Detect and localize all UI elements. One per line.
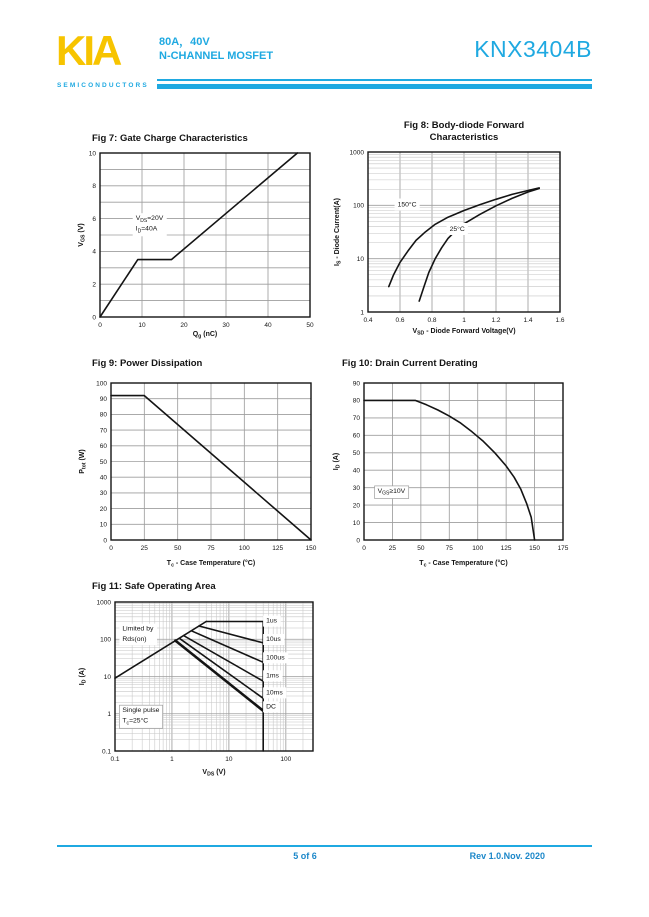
svg-text:150°C: 150°C (397, 201, 417, 209)
fig10-y-axis-label: $I_D$ (A) (333, 452, 342, 471)
svg-text:0.6: 0.6 (395, 317, 405, 324)
fig9-x-axis-label: $T_c$ - Case Temperature (°C) (166, 560, 256, 569)
svg-text:20: 20 (352, 502, 360, 510)
svg-text:Limited by: Limited by (122, 625, 154, 633)
fig7-title: Fig 7: Gate Charge Characteristics (92, 133, 248, 144)
part-number: KNX3404B (474, 36, 592, 62)
svg-text:10: 10 (99, 521, 107, 529)
fig11-annotation (263, 652, 288, 663)
fig11-annotation (263, 701, 279, 712)
svg-text:0: 0 (92, 314, 96, 322)
svg-text:ID=40A: $I_D=40A$ (135, 225, 158, 235)
svg-text:VGS≥10V: $V_{GS}\ge 10V$ (377, 487, 406, 497)
svg-text:DC: DC (266, 703, 276, 711)
header-rule-thin (157, 79, 592, 81)
svg-text:90: 90 (352, 380, 360, 388)
svg-text:4: 4 (92, 248, 96, 256)
svg-text:0: 0 (103, 537, 107, 545)
svg-text:100: 100 (100, 636, 111, 644)
svg-text:10: 10 (103, 673, 111, 681)
svg-text:1: 1 (360, 309, 364, 317)
svg-text:90: 90 (99, 396, 107, 403)
svg-text:125: 125 (272, 545, 284, 552)
svg-text:0: 0 (356, 537, 360, 545)
svg-text:50: 50 (352, 450, 360, 458)
fig8-body-diode-forward-chart (330, 118, 584, 357)
svg-text:100: 100 (353, 202, 364, 210)
fig11-title: Fig 11: Safe Operating Area (92, 581, 216, 592)
fig8-svg (330, 118, 584, 352)
fig11-svg (74, 578, 328, 792)
svg-text:Tc=25°C: $T_c=25^\circ C$ (122, 717, 149, 727)
svg-text:60: 60 (99, 443, 107, 451)
fig11-annotation (263, 616, 281, 627)
fig11-x-axis-label: $V_{DS}$ (V) (202, 769, 226, 778)
svg-text:100: 100 (280, 756, 292, 763)
svg-text:Rds(on): Rds(on) (122, 636, 147, 644)
svg-text:10: 10 (352, 519, 360, 527)
svg-text:1ms: 1ms (266, 672, 279, 680)
fig9-power-dissipation-chart (74, 355, 328, 584)
fig10-title: Fig 10: Drain Current Derating (342, 358, 478, 369)
svg-text:0: 0 (98, 322, 102, 329)
fig11-annotation (263, 687, 286, 698)
fig8-title: Fig 8: Body-diode Forward (403, 120, 525, 131)
svg-text:1000: 1000 (349, 149, 364, 157)
svg-text:60: 60 (352, 432, 360, 440)
svg-text:30: 30 (352, 485, 360, 492)
svg-text:30: 30 (222, 322, 230, 329)
svg-text:10: 10 (138, 322, 146, 329)
svg-text:100: 100 (96, 380, 107, 388)
svg-text:80: 80 (99, 411, 107, 419)
svg-text:0: 0 (362, 545, 366, 552)
fig7-gate-charge-chart (74, 128, 328, 357)
page-number: 5 of 6 (293, 851, 317, 861)
kia-logo: KIA (56, 27, 120, 74)
svg-text:10: 10 (356, 256, 364, 263)
svg-text:10ms: 10ms (266, 689, 283, 697)
fig8-annotation (395, 199, 420, 211)
svg-text:20: 20 (180, 322, 188, 329)
pulse-10us (199, 626, 263, 643)
svg-text:50: 50 (417, 545, 425, 552)
kia-logo-subtitle: SEMICONDUCTORS (57, 82, 149, 89)
svg-text:Characteristics: Characteristics (429, 132, 499, 143)
svg-text:0.1: 0.1 (101, 748, 111, 756)
fig10-annotation (375, 486, 409, 499)
svg-text:1000: 1000 (96, 599, 111, 607)
svg-text:1: 1 (107, 711, 111, 719)
svg-text:0.8: 0.8 (427, 317, 437, 324)
svg-text:1.6: 1.6 (555, 317, 565, 324)
fig7-x-axis-label: $Q_g$ (nC) (192, 331, 218, 340)
svg-text:1us: 1us (266, 617, 278, 625)
svg-text:10: 10 (88, 150, 96, 158)
fig9-y-axis-label: $P_{tot}$ (W) (79, 449, 88, 474)
svg-text:0.4: 0.4 (363, 317, 373, 324)
fig11-y-axis-label: $I_D$ (A) (79, 667, 88, 686)
fig11-annotation (119, 705, 162, 728)
svg-text:VDS=20V: $V_{DS}=20V$ (135, 215, 164, 224)
fig7-y-axis-label: $V_{GS}$ (V) (78, 223, 87, 247)
fig11-annotation (263, 634, 284, 645)
svg-text:70: 70 (99, 427, 107, 435)
fig10-svg (330, 355, 584, 579)
fig8-y-axis-label: $I_S$ - Diode Current(A) (334, 197, 343, 267)
svg-text:100us: 100us (266, 654, 285, 662)
svg-text:50: 50 (99, 458, 107, 466)
svg-text:6: 6 (92, 215, 96, 223)
svg-text:50: 50 (306, 322, 314, 329)
svg-text:175: 175 (557, 545, 569, 552)
svg-text:2: 2 (92, 281, 96, 289)
svg-text:70: 70 (352, 415, 360, 423)
svg-text:8: 8 (92, 183, 96, 191)
fig8-annotation (447, 223, 468, 235)
revision-label: Rev 1.0.Nov. 2020 (469, 851, 545, 861)
fig9-title: Fig 9: Power Dissipation (92, 358, 203, 369)
fig11-safe-operating-area-chart (74, 578, 328, 797)
fig7-annotation (133, 213, 167, 236)
fig11-annotation (263, 670, 282, 681)
svg-text:25: 25 (388, 545, 397, 552)
svg-text:40: 40 (264, 322, 272, 329)
svg-text:150: 150 (529, 545, 541, 552)
fig11-annotation (119, 624, 157, 646)
footer-rule (57, 845, 592, 847)
fig10-x-axis-label: $T_c$ - Case Temperature (°C) (419, 560, 508, 569)
svg-text:100: 100 (472, 545, 484, 552)
svg-text:0: 0 (109, 545, 113, 552)
svg-text:1.2: 1.2 (491, 317, 501, 324)
svg-text:100: 100 (238, 545, 250, 552)
fig10-drain-derating-chart (330, 355, 584, 584)
svg-text:150: 150 (305, 545, 317, 552)
fig9-svg (74, 355, 328, 579)
svg-text:75: 75 (207, 545, 215, 552)
header-rule-thick (157, 84, 592, 89)
fig8-x-axis-label: $V_{SD}$ - Diode Forward Voltage(V) (412, 328, 516, 337)
svg-text:20: 20 (99, 505, 107, 513)
svg-text:25: 25 (140, 545, 148, 552)
svg-text:25°C: 25°C (449, 226, 465, 233)
part-type: N-CHANNEL MOSFET (159, 50, 274, 62)
svg-text:10us: 10us (266, 636, 281, 643)
svg-text:80: 80 (352, 397, 360, 405)
svg-text:10: 10 (225, 756, 233, 763)
svg-text:30: 30 (99, 490, 107, 498)
fig7-svg (74, 128, 328, 352)
svg-text:Single pulse: Single pulse (122, 707, 160, 715)
svg-text:0.1: 0.1 (110, 756, 120, 763)
svg-text:1.4: 1.4 (523, 317, 533, 324)
svg-text:1: 1 (170, 756, 174, 763)
svg-text:40: 40 (99, 474, 107, 482)
svg-text:125: 125 (500, 545, 512, 552)
svg-text:1: 1 (462, 317, 466, 324)
svg-text:50: 50 (174, 545, 182, 552)
svg-text:40: 40 (352, 467, 360, 475)
part-rating: 80A，40V (159, 36, 210, 48)
dc-line (175, 641, 263, 711)
svg-text:75: 75 (445, 545, 453, 552)
